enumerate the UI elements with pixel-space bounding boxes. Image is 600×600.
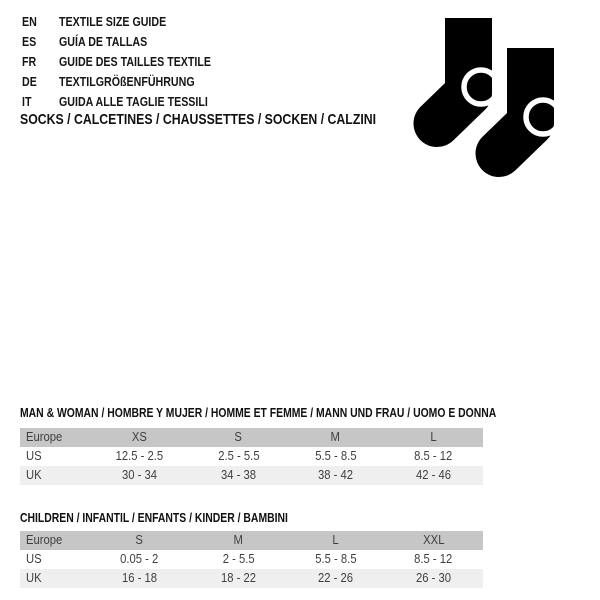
- column-header: M: [287, 428, 384, 447]
- sock-right-shape: [499, 48, 560, 154]
- region-cell: UK: [26, 571, 42, 585]
- adult-table-title: [20, 405, 600, 420]
- language-code: DE: [22, 74, 37, 89]
- language-label: GUÍA DE TALLAS: [59, 34, 148, 49]
- language-code: ES: [22, 34, 37, 49]
- size-value-cell: 2.5 - 5.5: [217, 449, 260, 463]
- column-header: XS: [88, 428, 190, 447]
- language-label: TEXTILE SIZE GUIDE: [59, 14, 167, 29]
- product-category-title: [20, 109, 454, 131]
- language-label: TEXTILGRÖßENFÜHRUNG: [59, 74, 195, 89]
- children-size-table: [20, 531, 483, 588]
- product-category-text: SOCKS / CALCETINES / CHAUSSETTES / SOCKEN / CALZINI: [20, 111, 377, 128]
- size-value-cell: 16 - 18: [121, 571, 157, 585]
- language-row: [22, 72, 244, 92]
- size-value-cell: 0.05 - 2: [119, 552, 159, 566]
- size-value-cell: 18 - 22: [220, 571, 257, 585]
- children-table-title: [20, 510, 355, 525]
- language-row: [22, 12, 244, 32]
- region-cell: UK: [26, 468, 42, 482]
- region-cell: US: [26, 449, 42, 463]
- socks-icon: [402, 8, 572, 186]
- language-code: FR: [22, 54, 37, 69]
- size-value-cell: 8.5 - 12: [414, 449, 453, 463]
- children-table-title-text: CHILDREN / INFANTIL / ENFANTS / KINDER / BAMBINI: [20, 510, 288, 525]
- adult-size-table: [20, 428, 483, 485]
- header-row: [20, 531, 483, 550]
- children-size-table-section: [20, 531, 483, 588]
- table-row: [20, 569, 483, 588]
- table-row: [20, 447, 483, 466]
- size-value-cell: 22 - 26: [317, 571, 354, 585]
- sock-left-shape: [437, 18, 498, 124]
- size-value-cell: 34 - 38: [220, 468, 257, 482]
- size-value-cell: 8.5 - 12: [414, 552, 453, 566]
- column-header: S: [88, 531, 190, 550]
- size-value-cell: 5.5 - 8.5: [314, 552, 357, 566]
- size-value-cell: 5.5 - 8.5: [314, 449, 357, 463]
- column-header: Europe: [20, 428, 88, 447]
- adult-table-title-text: MAN & WOMAN / HOMBRE Y MUJER / HOMME ET FEMME / MANN UND FRAU / UOMO E DONNA: [20, 405, 497, 420]
- column-header: L: [287, 531, 384, 550]
- language-label: GUIDA ALLE TAGLIE TESSILI: [59, 94, 208, 109]
- size-value-cell: 26 - 30: [415, 571, 452, 585]
- header-row: [20, 428, 483, 447]
- language-row: [22, 52, 244, 72]
- region-cell: US: [26, 552, 42, 566]
- size-value-cell: 42 - 46: [415, 468, 452, 482]
- language-row: [22, 32, 244, 52]
- size-value-cell: 30 - 34: [121, 468, 157, 482]
- language-code: EN: [22, 14, 37, 29]
- column-header: S: [190, 428, 287, 447]
- column-header: M: [190, 531, 287, 550]
- size-value-cell: 38 - 42: [317, 468, 354, 482]
- size-value-cell: 2 - 5.5: [222, 552, 255, 566]
- language-code: IT: [22, 94, 32, 109]
- size-value-cell: 12.5 - 2.5: [115, 449, 163, 463]
- adult-size-table-section: [20, 428, 483, 485]
- language-label: GUIDE DES TAILLES TEXTILE: [59, 54, 212, 69]
- table-row: [20, 550, 483, 569]
- column-header: Europe: [20, 531, 88, 550]
- language-list: [22, 12, 244, 112]
- column-header: XXL: [384, 531, 483, 550]
- column-header: L: [384, 428, 483, 447]
- table-row: [20, 466, 483, 485]
